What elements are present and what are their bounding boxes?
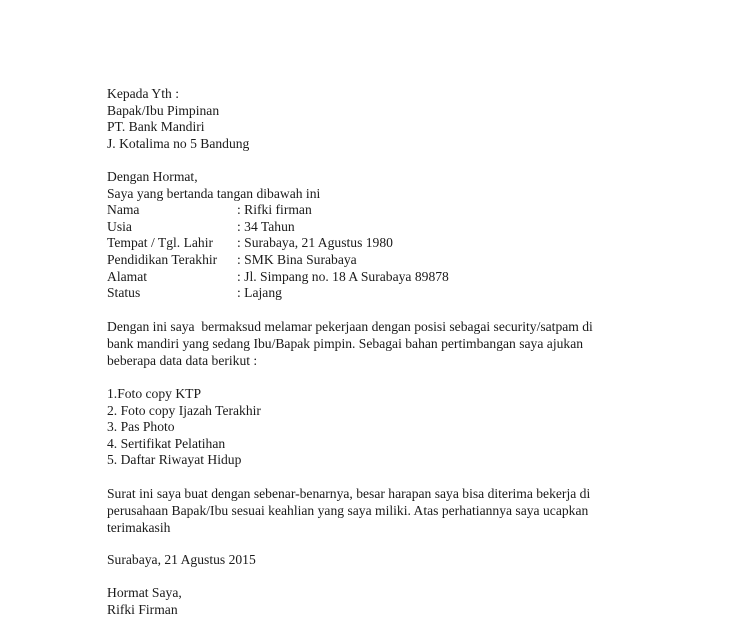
recipient-address: J. Kotalima no 5 Bandung <box>107 135 250 151</box>
paragraph-line: beberapa data data berikut : <box>107 352 258 368</box>
data-label: Tempat / Tgl. Lahir <box>107 235 214 251</box>
recipient-block <box>107 86 249 152</box>
date-text: Surabaya, 21 Agustus 2015 <box>107 552 256 567</box>
data-row-education <box>107 252 449 269</box>
data-label: Nama <box>107 202 140 218</box>
data-label: Usia <box>107 218 132 234</box>
paragraph-line: Dengan ini saya bermaksud melamar pekerjaan dengan posisi sebagai security/satpam di <box>107 319 593 334</box>
paragraph-line: bank mandiri yang sedang Ibu/Bapak pimpin. Sebagai bahan pertimbangan saya ajukan <box>107 335 584 351</box>
recipient-title: Bapak/Ibu Pimpinan <box>107 102 220 118</box>
data-row-status <box>107 285 449 302</box>
data-value: : Lajang <box>237 285 282 301</box>
data-value: : Rifki firman <box>237 202 312 218</box>
attachment-list <box>107 386 261 469</box>
recipient-greeting: Kepada Yth : <box>107 86 179 101</box>
signature-name: Rifki Firman <box>107 601 178 617</box>
list-item: 4. Sertifikat Pelatihan <box>107 435 226 451</box>
data-row-name <box>107 202 449 219</box>
intro-line: Saya yang bertanda tangan dibawah ini <box>107 185 321 201</box>
data-value: : Jl. Simpang no. 18 A Surabaya 89878 <box>237 268 449 284</box>
list-item: 3. Pas Photo <box>107 419 175 435</box>
data-label: Alamat <box>107 268 148 284</box>
data-label: Status <box>107 285 141 301</box>
closing-text: Hormat Saya, <box>107 585 182 600</box>
data-value: : SMK Bina Surabaya <box>237 251 357 267</box>
list-item: 1.Foto copy KTP <box>107 386 202 401</box>
paragraph-line: perusahaan Bapak/Ibu sesuai keahlian yang saya miliki. Atas perhatiannya saya ucapkan <box>107 502 589 518</box>
data-row-address <box>107 269 449 286</box>
paragraph-line: Surat ini saya buat dengan sebenar-benarnya, besar harapan saya bisa diterima bekerja di <box>107 486 591 501</box>
list-item: 5. Daftar Riwayat Hidup <box>107 452 242 468</box>
letter-date <box>107 552 256 569</box>
closing-paragraph <box>107 486 637 536</box>
data-value: : 34 Tahun <box>237 218 295 234</box>
data-value: : Surabaya, 21 Agustus 1980 <box>237 235 393 251</box>
paragraph-line: terimakasih <box>107 519 171 535</box>
signature-block <box>107 585 182 618</box>
data-row-age <box>107 219 449 236</box>
list-item: 2. Foto copy Ijazah Terakhir <box>107 402 261 418</box>
salutation: Dengan Hormat, <box>107 169 198 184</box>
data-row-birth <box>107 235 449 252</box>
recipient-company: PT. Bank Mandiri <box>107 119 205 135</box>
personal-data-block <box>107 169 449 302</box>
data-label: Pendidikan Terakhir <box>107 251 218 267</box>
application-paragraph <box>107 319 637 369</box>
